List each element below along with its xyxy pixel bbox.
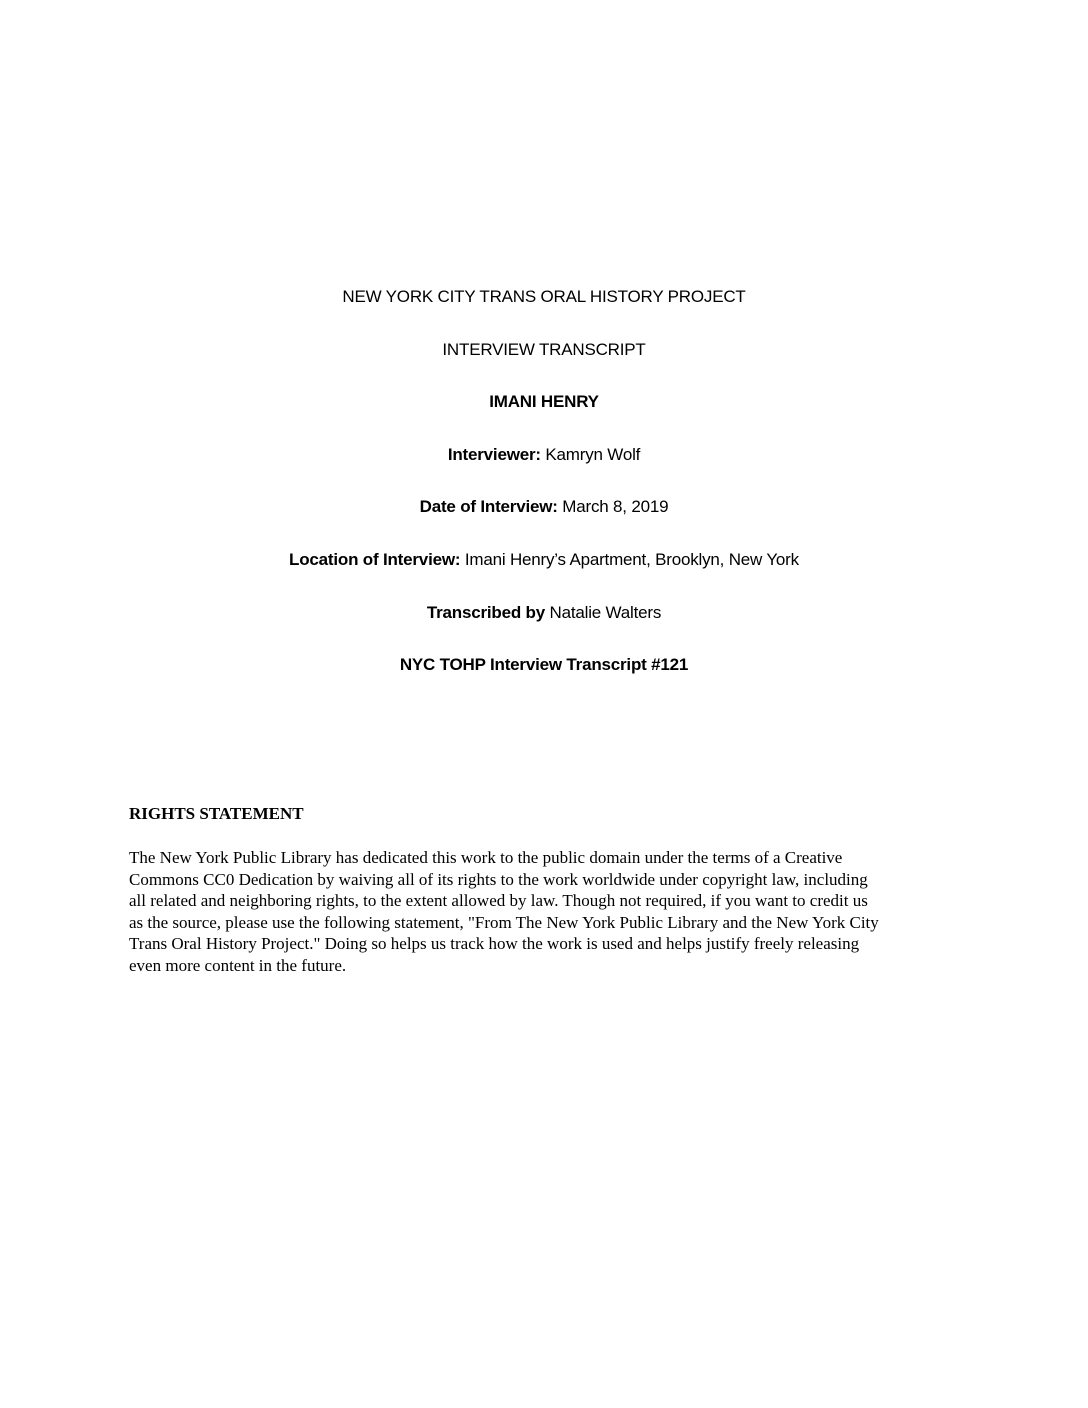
rights-line: Trans Oral History Project." Doing so helps us track how the work is used and helps justify freely releasing (129, 934, 860, 953)
location-value: Imani Henry’s Apartment, Brooklyn, New York (460, 549, 799, 569)
transcript-number: NYC TOHP Interview Transcript #121 (399, 655, 689, 675)
rights-heading: RIGHTS STATEMENT (129, 804, 304, 823)
rights-statement (129, 847, 969, 976)
interviewer-label: Interviewer: (447, 444, 541, 464)
rights-line: all related and neighboring rights, to the extent allowed by law. Though not required, if you want to credit us (129, 891, 868, 910)
transcribed-value: Natalie Walters (544, 602, 662, 622)
date-value: March 8, 2019 (557, 497, 669, 517)
rights-line: The New York Public Library has dedicated this work to the public domain under the terms of a Creative (129, 848, 843, 867)
rights-line: even more content in the future. (129, 955, 347, 975)
interviewer-line (0, 442, 1088, 468)
rights-line: Commons CC0 Dedication by waiving all of its rights to the work worldwide under copyright law, including (129, 869, 868, 889)
title-block (0, 284, 1088, 705)
transcribed-line (0, 600, 1088, 626)
date-label: Date of Interview: (419, 497, 558, 517)
document-type: INTERVIEW TRANSCRIPT (442, 339, 646, 359)
rights-line: as the source, please use the following statement, "From The New York Public Library and the New York City (129, 912, 879, 932)
narrator-name: IMANI HENRY (489, 392, 599, 412)
date-line (0, 494, 1088, 520)
transcribed-label: Transcribed by (426, 602, 545, 622)
interviewer-value: Kamryn Wolf (540, 444, 641, 464)
location-line (0, 547, 1088, 573)
project-title: NEW YORK CITY TRANS ORAL HISTORY PROJECT (342, 287, 746, 306)
location-label: Location of Interview: (289, 549, 461, 569)
